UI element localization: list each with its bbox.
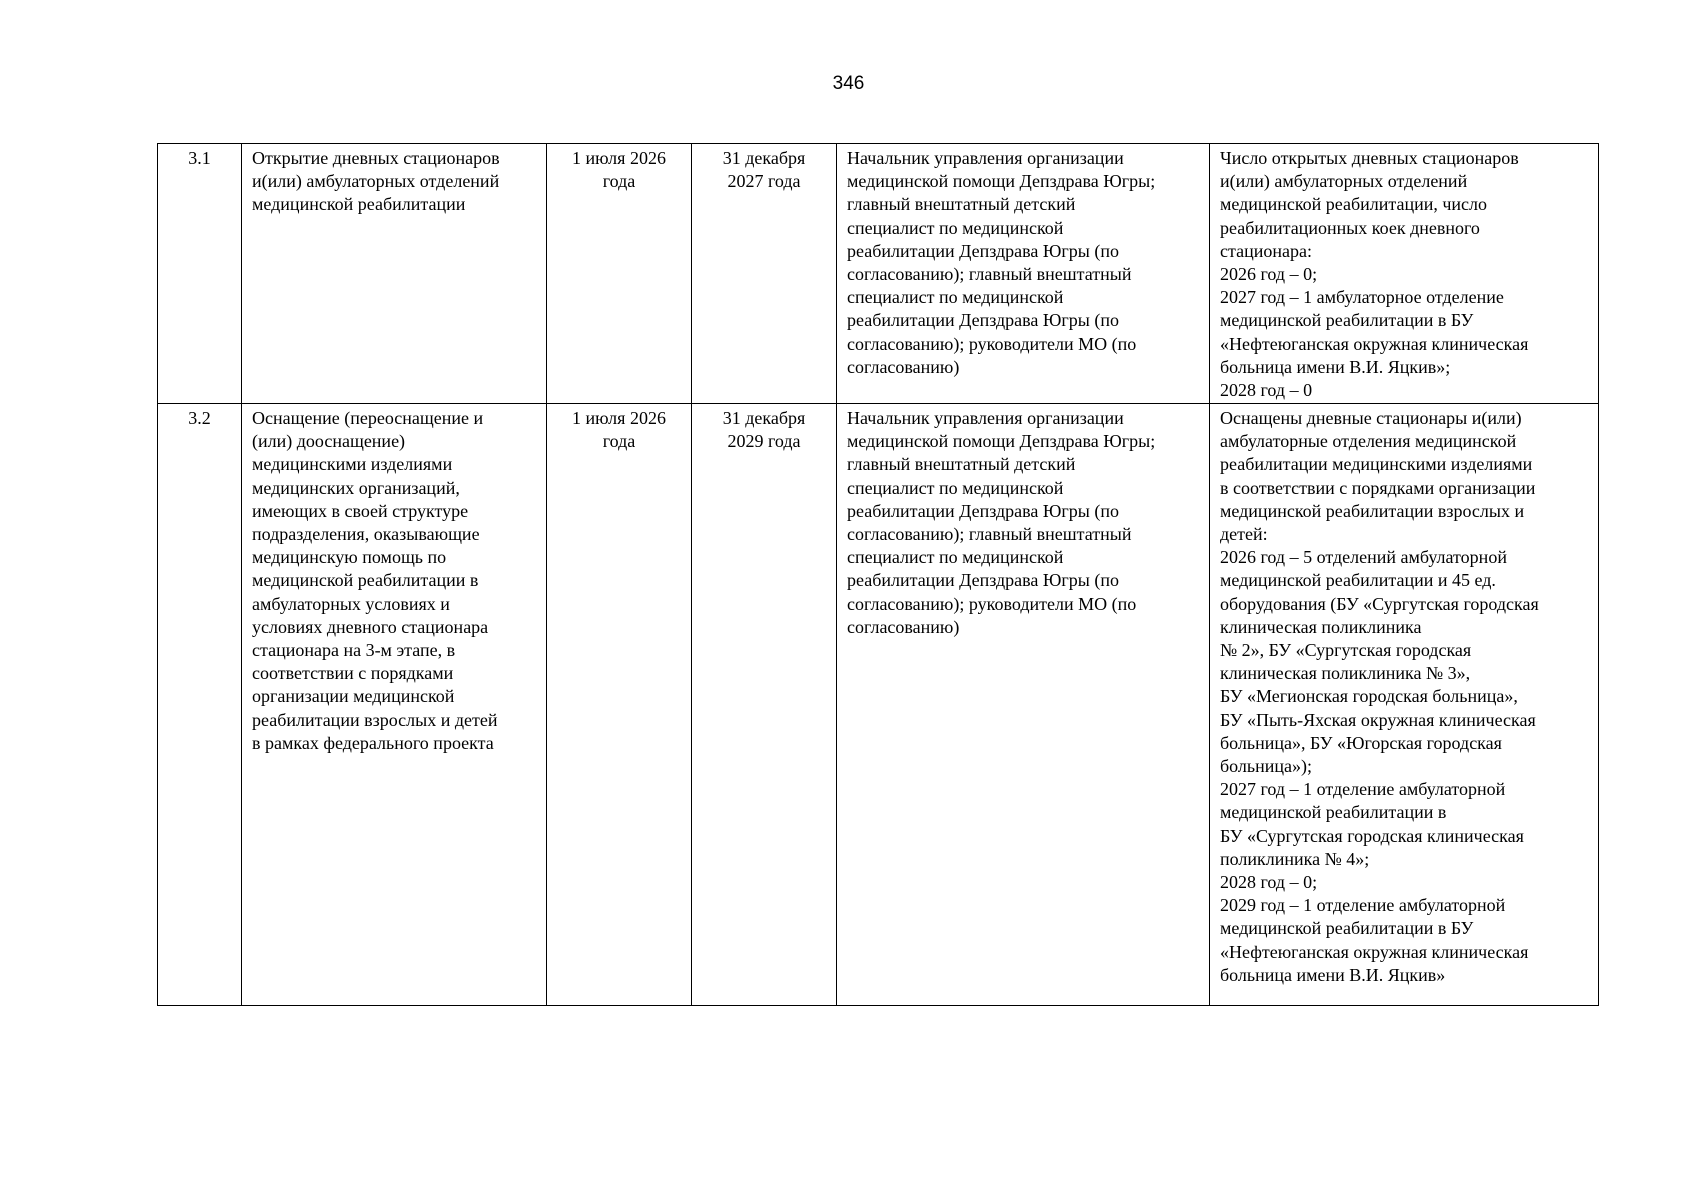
- result-line: клиническая поликлиника № 3»,: [1220, 663, 1471, 684]
- activity-name-cell: [242, 144, 547, 404]
- responsible-line: главный внештатный детский: [847, 454, 1076, 475]
- activity-name-line: Открытие дневных стационаров: [252, 148, 500, 168]
- result-line: Число открытых дневных стационаров: [1220, 148, 1519, 168]
- start-date-line: года: [602, 171, 636, 192]
- activity-name-line: стационара на 3-м этапе, в: [252, 640, 456, 661]
- result-line: Оснащены дневные стационары и(или): [1220, 408, 1522, 428]
- responsible-line: согласованию); руководители МО (по: [847, 593, 1137, 614]
- item-number-cell: [158, 144, 242, 404]
- result-line: 2027 год – 1 отделение амбулаторной: [1220, 779, 1506, 800]
- responsible-line: Начальник управления организации: [847, 408, 1124, 428]
- item-number: 3.2: [188, 408, 211, 428]
- start-date-line: 1 июля 2026: [572, 148, 666, 168]
- activity-name-line: условиях дневного стационара: [252, 616, 489, 637]
- responsible-line: специалист по медицинской: [847, 287, 1064, 308]
- end-date-line: 2029 года: [727, 431, 801, 452]
- result-line: № 2», БУ «Сургутская городская: [1220, 640, 1472, 661]
- page-number: 346: [832, 73, 865, 94]
- result-line: оборудования (БУ «Сургутская городская: [1220, 593, 1539, 614]
- result-line: БУ «Мегионская городская больница»,: [1220, 686, 1518, 707]
- responsible-line: специалист по медицинской: [847, 477, 1064, 498]
- table-row: [158, 144, 1599, 404]
- result-line: 2028 год – 0: [1220, 380, 1313, 401]
- result-line: медицинской реабилитации в БУ: [1220, 918, 1474, 939]
- result-line: амбулаторные отделения медицинской: [1220, 431, 1517, 452]
- result-line: «Нефтеюганская окружная клиническая: [1220, 941, 1529, 962]
- result-cell: [1210, 144, 1599, 404]
- result-line: медицинской реабилитации в: [1220, 802, 1447, 823]
- result-line: в соответствии с порядками организации: [1220, 477, 1536, 498]
- activity-name-line: и(или) амбулаторных отделений: [252, 171, 500, 192]
- responsible-line: главный внештатный детский: [847, 194, 1076, 215]
- result-line: поликлиника № 4»;: [1220, 848, 1370, 869]
- activity-name-line: (или) дооснащение): [252, 431, 406, 452]
- result-line: медицинской реабилитации взрослых и: [1220, 500, 1525, 521]
- end-date-cell: [692, 404, 837, 1006]
- activity-name-line: медицинской реабилитации: [252, 194, 466, 215]
- activity-name-line: медицинских организаций,: [252, 477, 460, 498]
- responsible-line: специалист по медицинской: [847, 547, 1064, 568]
- start-date-line: 1 июля 2026: [572, 408, 666, 428]
- result-line: 2026 год – 0;: [1220, 264, 1318, 285]
- activity-name-line: Оснащение (переоснащение и: [252, 408, 484, 428]
- result-line: больница имени В.И. Яцкив»;: [1220, 356, 1451, 377]
- responsible-line: согласованию); главный внештатный: [847, 264, 1132, 285]
- activity-name-line: медицинской реабилитации в: [252, 570, 479, 591]
- result-line: БУ «Пыть-Яхская окружная клиническая: [1220, 709, 1536, 730]
- end-date-cell: [692, 144, 837, 404]
- activity-name-cell: [242, 404, 547, 1006]
- responsible-line: реабилитации Депздрава Югры (по: [847, 500, 1119, 521]
- start-date-cell: [547, 404, 692, 1006]
- activity-name-line: реабилитации взрослых и детей: [252, 709, 498, 730]
- activity-name-line: в рамках федерального проекта: [252, 732, 494, 753]
- responsible-line: реабилитации Депздрава Югры (по: [847, 570, 1119, 591]
- result-line: больница»);: [1220, 756, 1312, 777]
- responsible-line: реабилитации Депздрава Югры (по: [847, 310, 1119, 331]
- responsible-line: медицинской помощи Депздрава Югры;: [847, 431, 1156, 452]
- result-line: медицинской реабилитации, число: [1220, 194, 1488, 215]
- result-cell: [1210, 404, 1599, 1006]
- activity-name-line: медицинскую помощь по: [252, 547, 447, 568]
- responsible-line: Начальник управления организации: [847, 148, 1124, 168]
- result-line: и(или) амбулаторных отделений: [1220, 171, 1468, 192]
- responsible-line: реабилитации Депздрава Югры (по: [847, 240, 1119, 261]
- result-line: клиническая поликлиника: [1220, 616, 1422, 637]
- result-line: стационара:: [1220, 240, 1312, 261]
- result-line: 2028 год – 0;: [1220, 872, 1318, 893]
- activity-name-line: имеющих в своей структуре: [252, 500, 469, 521]
- responsible-line: согласованию): [847, 356, 960, 377]
- result-line: больница», БУ «Югорская городская: [1220, 732, 1502, 753]
- end-date-line: 31 декабря: [722, 408, 806, 428]
- activity-name-line: амбулаторных условиях и: [252, 593, 450, 614]
- start-date-line: года: [602, 431, 636, 452]
- activity-name-line: медицинскими изделиями: [252, 454, 453, 475]
- activity-name-line: подразделения, оказывающие: [252, 524, 480, 545]
- responsible-line: медицинской помощи Депздрава Югры;: [847, 171, 1156, 192]
- result-line: «Нефтеюганская окружная клиническая: [1220, 333, 1529, 354]
- result-line: БУ «Сургутская городская клиническая: [1220, 825, 1524, 846]
- activity-name-line: соответствии с порядками: [252, 663, 454, 684]
- responsible-cell: [837, 144, 1210, 404]
- responsible-line: согласованию); руководители МО (по: [847, 333, 1137, 354]
- result-line: реабилитации медицинскими изделиями: [1220, 454, 1533, 475]
- responsible-line: согласованию); главный внештатный: [847, 524, 1132, 545]
- end-date-line: 2027 года: [727, 171, 801, 192]
- result-line: 2027 год – 1 амбулаторное отделение: [1220, 287, 1504, 308]
- result-line: 2029 год – 1 отделение амбулаторной: [1220, 895, 1506, 916]
- responsible-cell: [837, 404, 1210, 1006]
- result-line: больница имени В.И. Яцкив»: [1220, 964, 1446, 985]
- result-line: медицинской реабилитации в БУ: [1220, 310, 1474, 331]
- result-line: 2026 год – 5 отделений амбулаторной: [1220, 547, 1507, 568]
- result-line: детей:: [1220, 524, 1268, 545]
- result-line: реабилитационных коек дневного: [1220, 217, 1480, 238]
- result-line: медицинской реабилитации и 45 ед.: [1220, 570, 1496, 591]
- table-row: [158, 404, 1599, 1006]
- responsible-line: согласованию): [847, 616, 960, 637]
- responsible-line: специалист по медицинской: [847, 217, 1064, 238]
- item-number: 3.1: [188, 148, 211, 168]
- activity-name-line: организации медицинской: [252, 686, 455, 707]
- end-date-line: 31 декабря: [722, 148, 806, 168]
- item-number-cell: [158, 404, 242, 1006]
- activity-plan-table: [157, 143, 1599, 1006]
- start-date-cell: [547, 144, 692, 404]
